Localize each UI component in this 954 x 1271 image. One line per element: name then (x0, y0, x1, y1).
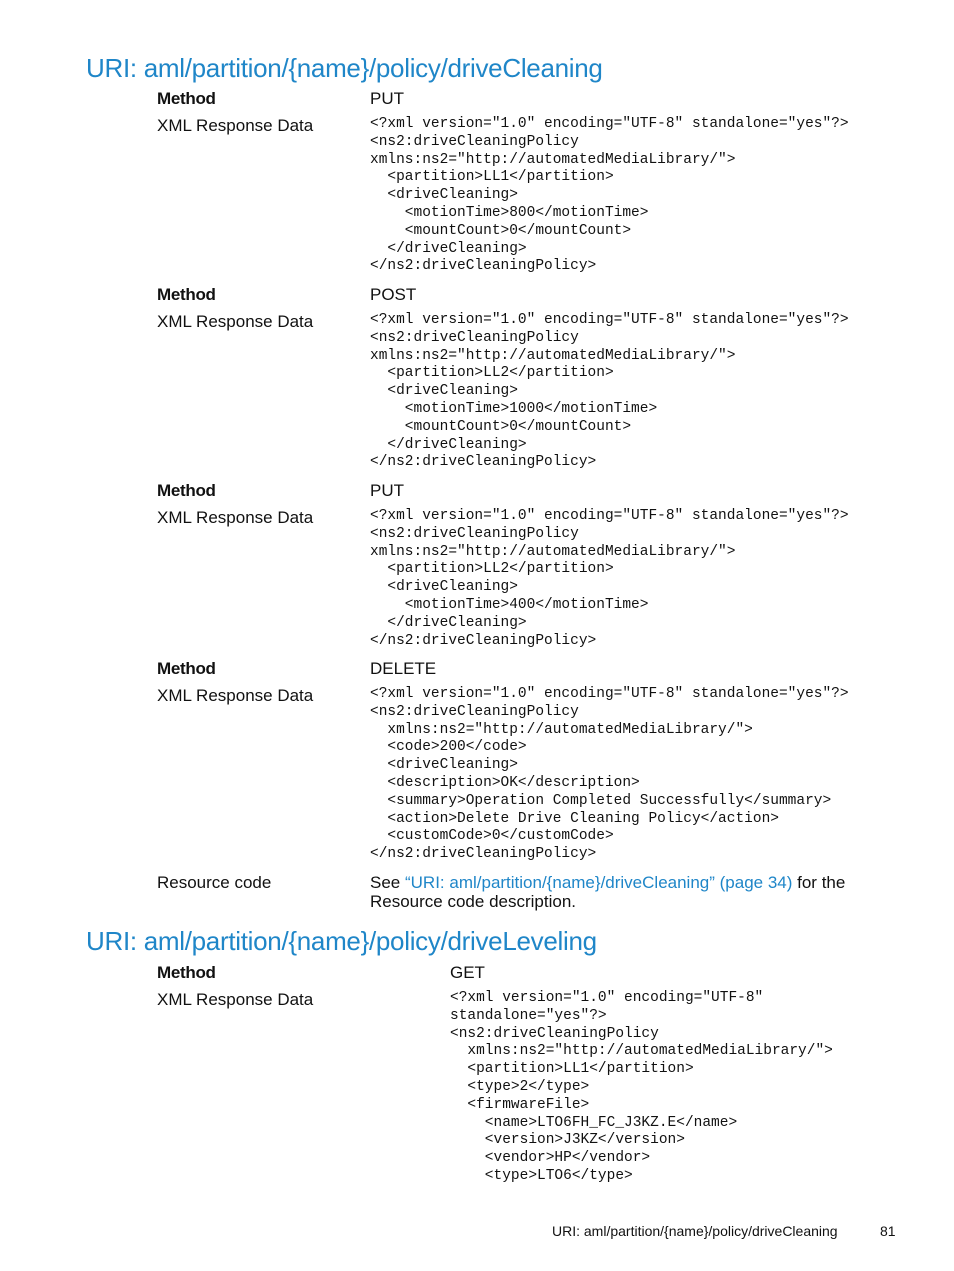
method-label: Method (157, 963, 216, 982)
method-value: PUT (370, 481, 404, 500)
method-label: Method (157, 659, 216, 678)
running-footer-title: URI: aml/partition/{name}/policy/driveCleaning (552, 1223, 838, 1239)
resource-code-label: Resource code (157, 873, 272, 892)
resource-suffix: for the Resource code description. (370, 873, 846, 911)
xml-response-code: <?xml version="1.0" encoding="UTF-8" standalone="yes"?> <ns2:driveCleaningPolicy xmlns:ns2="http://automatedMediaLibrary/"> <partition>LL1</partition> <type>2</type> <firmwareFile> <name>LTO6FH_FC_J3KZ.E</name> <version>J3KZ</version> <vendor>HP</vendor> <type>LTO6</type> (450, 990, 833, 1184)
xml-response-code: <?xml version="1.0" encoding="UTF-8" standalone="yes"?> <ns2:driveCleaningPolicy xmlns:ns2="http://automatedMediaLibrary/"> <code>200</code> <driveCleaning> <description>OK</description> <summary>Operation Completed Successfully</summary> <action>Delete Drive Cleaning Policy</action> <customCode>0</customCode> </ns2:driveCleaningPolicy> (370, 686, 849, 863)
method-value: GET (450, 963, 485, 982)
method-label: Method (157, 89, 216, 108)
xml-response-label: XML Response Data (157, 686, 314, 705)
resource-code-link[interactable]: “URI: aml/partition/{name}/driveCleaning” (page 34) (404, 873, 793, 892)
xml-response-label: XML Response Data (157, 116, 314, 135)
xml-response-code: <?xml version="1.0" encoding="UTF-8" standalone="yes"?> <ns2:driveCleaningPolicy xmlns:ns2="http://automatedMediaLibrary/"> <partition>LL1</partition> <driveCleaning> <motionTime>800</motionTime> <mountCount>0</mountCount> </driveCleaning> </ns2:driveCleaningPolicy> (370, 116, 849, 275)
method-label: Method (157, 285, 216, 304)
method-value: POST (370, 285, 417, 304)
method-value: DELETE (370, 659, 437, 678)
section-title-drive-leveling: URI: aml/partition/{name}/policy/driveLeveling (86, 926, 597, 956)
section-title-drive-cleaning: URI: aml/partition/{name}/policy/driveCleaning (86, 53, 603, 83)
xml-response-label: XML Response Data (157, 508, 314, 527)
page-number: 81 (880, 1223, 896, 1239)
resource-code-description (370, 873, 890, 911)
xml-response-label: XML Response Data (157, 990, 314, 1009)
xml-response-label: XML Response Data (157, 312, 314, 331)
resource-prefix: See (370, 873, 405, 892)
method-label: Method (157, 481, 216, 500)
xml-response-code: <?xml version="1.0" encoding="UTF-8" standalone="yes"?> <ns2:driveCleaningPolicy xmlns:ns2="http://automatedMediaLibrary/"> <partition>LL2</partition> <driveCleaning> <motionTime>400</motionTime> </driveCleaning> </ns2:driveCleaningPolicy> (370, 508, 849, 649)
xml-response-code: <?xml version="1.0" encoding="UTF-8" standalone="yes"?> <ns2:driveCleaningPolicy xmlns:ns2="http://automatedMediaLibrary/"> <partition>LL2</partition> <driveCleaning> <motionTime>1000</motionTime> <mountCount>0</mountCount> </driveCleaning> </ns2:driveCleaningPolicy> (370, 312, 849, 471)
method-value: PUT (370, 89, 404, 108)
